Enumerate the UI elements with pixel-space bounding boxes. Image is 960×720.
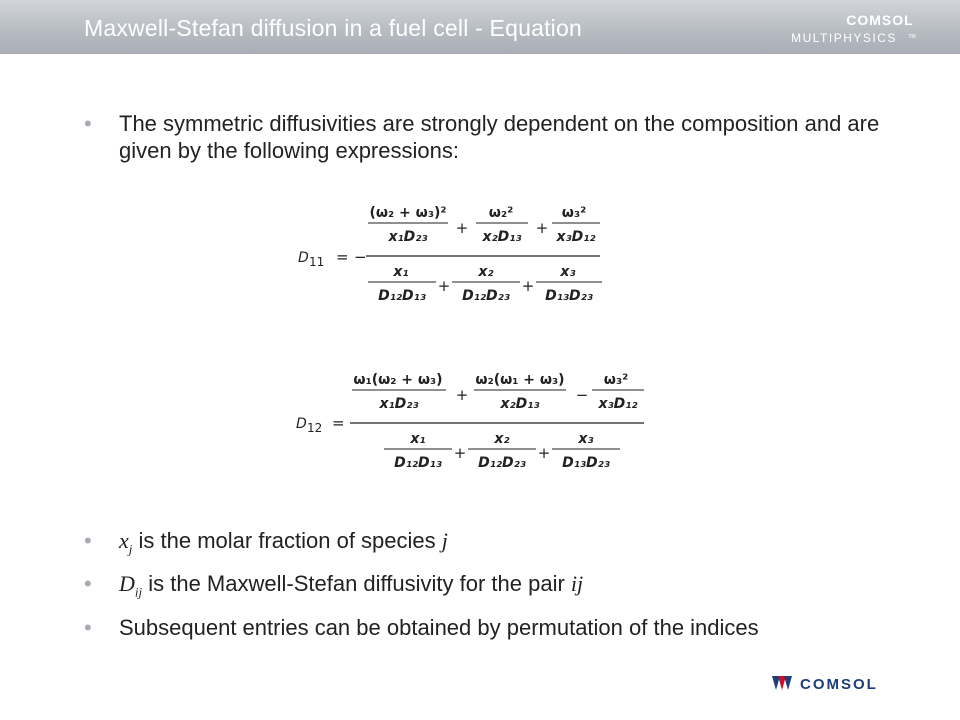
d11-num-term2-top: ω₂²: [488, 205, 514, 221]
d12-den-term1-top: x₁: [410, 431, 426, 447]
d11-num-term3-bot: x₃D₁₂: [556, 229, 596, 245]
d12-lhs-sub: 12: [307, 421, 323, 435]
d11-den-plus2: +: [521, 277, 535, 295]
d11-den-term1-bot: D₁₂D₁₃: [378, 288, 426, 304]
comsol-multiphysics-logo: [770, 10, 920, 46]
d12-num-term1-top: ω₁(ω₂ + ω₃): [353, 372, 443, 388]
d12-num-term3-bot: x₃D₁₂: [598, 396, 638, 412]
d12-num-term2-bot: x₂D₁₃: [500, 396, 540, 412]
brand-line2: MULTIPHYSICS: [791, 31, 897, 45]
d12-den-term2-bot: D₁₂D₂₃: [478, 455, 526, 471]
d11-num-plus1: +: [455, 219, 469, 237]
d11-num-term1-top: (ω₂ + ω₃)²: [369, 205, 447, 221]
d11-den-term1-top: x₁: [393, 264, 409, 280]
footer-brand-text: COMSOL: [800, 676, 878, 693]
d12-lhs: D: [296, 416, 307, 432]
d11-lhs-sub: 11: [309, 255, 325, 269]
definition-bullet-dij: [84, 570, 884, 605]
d11-num-term3-top: ω₃²: [561, 205, 587, 221]
bullet-dot-icon: •: [84, 571, 92, 597]
definition-xj-tail: j: [441, 528, 448, 553]
d12-eq-sign: =: [332, 414, 345, 432]
d12-den-term3-top: x₃: [578, 431, 594, 447]
d11-num-term1-bot: x₁D₂₃: [388, 229, 428, 245]
d12-den-plus1: +: [453, 444, 467, 462]
definition-dij-tail: ij: [570, 571, 584, 597]
equation-d11: [296, 190, 616, 310]
d12-num-term1-bot: x₁D₂₃: [379, 396, 419, 412]
symbol-d-sub: ij: [134, 584, 143, 600]
d12-den-term2-top: x₂: [494, 431, 510, 447]
intro-bullet-list: [84, 110, 884, 172]
d11-den-plus1: +: [437, 277, 451, 295]
d12-den-term1-bot: D₁₂D₁₃: [394, 455, 442, 471]
definitions-bullet-list: [84, 527, 884, 649]
equation-d11-svg: [296, 190, 616, 310]
d11-den-term2-bot: D₁₂D₂₃: [462, 288, 510, 304]
symbol-x-sub: j: [128, 541, 133, 557]
equation-d12-svg: [294, 362, 654, 482]
d11-lhs: D: [298, 250, 309, 266]
d12-den-term3-bot: D₁₃D₂₃: [562, 455, 610, 471]
definition-dij-text: is the Maxwell-Stefan diffusivity for the pair: [142, 571, 571, 597]
bullet-dot-icon: •: [84, 614, 92, 640]
intro-bullet: [84, 110, 884, 164]
d12-den-plus2: +: [537, 444, 551, 462]
footer-comsol-logo: [770, 672, 920, 694]
d12-num-term2-top: ω₂(ω₁ + ω₃): [475, 372, 565, 388]
intro-bullet-text: The symmetric diffusivities are strongly dependent on the composition and are given by the following expressions:: [119, 111, 880, 163]
header-bar: [0, 0, 960, 54]
symbol-x: x: [119, 528, 129, 553]
brand-line1: COMSOL: [846, 12, 914, 28]
d11-den-term3-bot: D₁₃D₂₃: [545, 288, 593, 304]
definition-bullet-permutation: [84, 614, 884, 641]
brand-tm: TM: [908, 34, 916, 40]
bullet-dot-icon: •: [84, 528, 92, 553]
d11-den-term2-top: x₂: [478, 264, 494, 280]
symbol-d: D: [119, 571, 135, 597]
d11-minus: −: [354, 248, 367, 266]
d11-eq-sign: =: [336, 248, 349, 266]
slide-title: Maxwell-Stefan diffusion in a fuel cell - Equation: [84, 15, 582, 41]
d11-num-term2-bot: x₂D₁₃: [482, 229, 522, 245]
d11-den-term3-top: x₃: [560, 264, 576, 280]
equation-d12: [294, 362, 654, 482]
definition-bullet-xj: [84, 527, 884, 562]
bullet-dot-icon: •: [84, 111, 92, 136]
definition-permutation-text: Subsequent entries can be obtained by permutation of the indices: [119, 614, 759, 640]
d12-num-minus: −: [575, 386, 589, 404]
definition-xj-text: is the molar fraction of species: [132, 528, 442, 553]
d11-num-plus2: +: [535, 219, 549, 237]
d12-num-plus: +: [455, 386, 469, 404]
comsol-mark-icon: [772, 676, 792, 690]
d12-num-term3-top: ω₃²: [603, 372, 629, 388]
